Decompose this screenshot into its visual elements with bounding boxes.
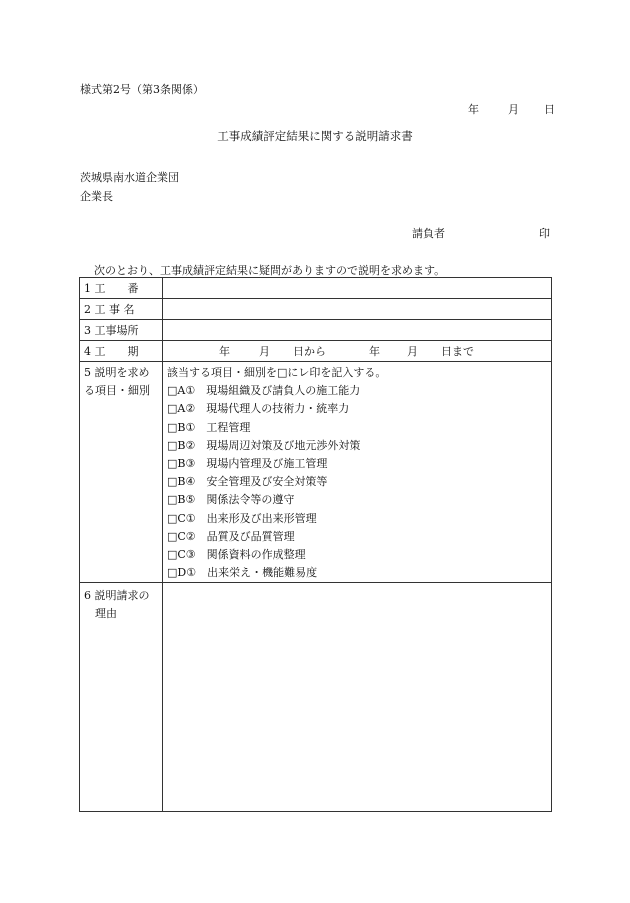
item-c3-checkbox[interactable]: □C③ 関係資料の作成整理 — [167, 548, 306, 562]
item-b5-checkbox[interactable]: □B⑤ 関係法令等の遵守 — [167, 493, 295, 507]
row-work-period — [80, 341, 552, 362]
period-end-day: 日まで — [441, 345, 474, 358]
requested-items-label-line2: る項目・細別 — [84, 384, 150, 397]
item-b2-checkbox[interactable]: □B② 現場周辺対策及び地元渉外対策 — [167, 438, 361, 452]
item-b3-checkbox[interactable]: □B③ 現場内管理及び施工管理 — [167, 457, 328, 471]
work-number-label: 1 工 番 — [80, 278, 163, 299]
work-period-field[interactable] — [163, 341, 552, 362]
contractor-label: 請負者 — [412, 227, 445, 240]
work-name-field[interactable] — [163, 299, 552, 320]
period-end-year: 年 — [369, 345, 380, 358]
work-location-field[interactable] — [163, 320, 552, 341]
reason-field[interactable] — [163, 583, 552, 812]
work-location-label: 3 工事場所 — [80, 320, 163, 341]
row-work-location — [80, 320, 552, 341]
item-c2-checkbox[interactable]: □C② 品質及び品質管理 — [167, 529, 295, 543]
date-month-label: 月 — [508, 103, 519, 116]
date-day-label: 日 — [544, 103, 555, 116]
requested-items-label-line1: 5 説明を求め — [84, 366, 150, 379]
requested-items-label — [80, 362, 163, 583]
row-requested-items — [80, 362, 552, 583]
row-reason — [80, 583, 552, 812]
period-end-month: 月 — [407, 345, 418, 358]
item-d1-checkbox[interactable]: □D① 出来栄え・機能難易度 — [167, 566, 318, 580]
reason-label-line1: 6 説明請求の — [84, 589, 150, 603]
work-name-label: 2 工 事 名 — [80, 299, 163, 320]
period-start-year: 年 — [219, 345, 230, 358]
addressee-title: 企業長 — [80, 190, 113, 203]
work-number-field[interactable] — [163, 278, 552, 299]
period-start-month: 月 — [259, 345, 270, 358]
item-b4-checkbox[interactable]: □B④ 安全管理及び安全対策等 — [167, 475, 328, 489]
reason-label — [80, 583, 163, 812]
row-work-name — [80, 299, 552, 320]
request-form-table — [79, 277, 552, 812]
reason-label-line2: 理由 — [84, 607, 117, 621]
item-b1-checkbox[interactable]: □B① 工程管理 — [167, 420, 251, 434]
item-a1-checkbox[interactable]: □A① 現場組織及び請負人の施工能力 — [167, 384, 361, 398]
item-c1-checkbox[interactable]: □C① 出来形及び出来形管理 — [167, 511, 317, 525]
date-line — [468, 101, 555, 117]
items-instruction: 該当する項目・細別を□にレ印を記入する。 — [167, 366, 387, 379]
addressee-organization: 茨城県南水道企業団 — [80, 171, 179, 184]
intro-text: 次のとおり、工事成績評定結果に疑問がありますので説明を求めます。 — [94, 264, 446, 277]
requested-items-list — [163, 362, 552, 583]
item-a2-checkbox[interactable]: □A② 現場代理人の技術力・統率力 — [167, 402, 350, 416]
form-number: 様式第2号（第3条関係） — [80, 83, 204, 96]
row-work-number — [80, 278, 552, 299]
period-start-day: 日から — [293, 345, 326, 358]
seal-mark: 印 — [539, 227, 550, 240]
document-title: 工事成績評定結果に関する説明請求書 — [217, 129, 413, 143]
work-period-label: 4 工 期 — [80, 341, 163, 362]
date-year-label: 年 — [468, 103, 479, 116]
